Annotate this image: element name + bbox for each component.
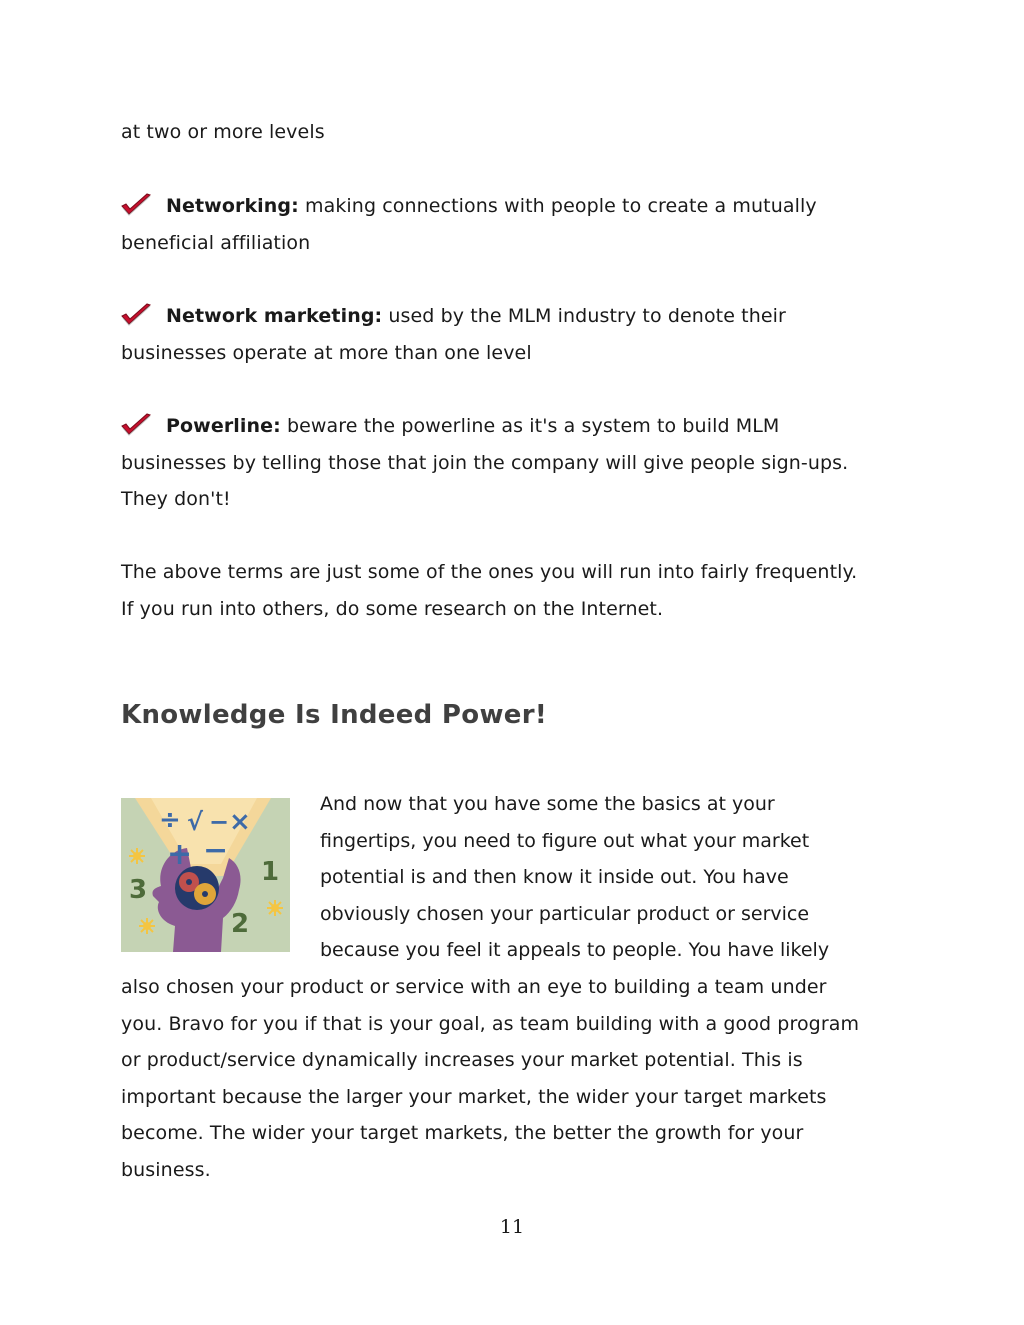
text-line: also chosen your product or service with an eye to building a team under: [121, 976, 827, 998]
head-with-gears-and-math-symbols-icon: [121, 798, 290, 952]
svg-text:×: ×: [229, 807, 251, 837]
text-line: you. Bravo for you if that is your goal, as team building with a good program: [121, 1012, 860, 1035]
svg-text:3: 3: [129, 875, 148, 905]
svg-text:2: 2: [231, 909, 250, 939]
page-number: 11: [499, 1216, 525, 1238]
text-line: at two or more levels: [121, 121, 325, 143]
term-label: Networking:: [166, 195, 299, 217]
term-item-networking: [121, 188, 921, 261]
checkmark-icon: [119, 412, 153, 438]
term-definition: beware the powerline as it's a system to build MLM: [280, 415, 780, 437]
checkmark-icon: [119, 302, 153, 328]
text-line: business.: [121, 1158, 211, 1181]
text-line: potential is and then know it inside out. You have: [320, 866, 789, 889]
svg-text:÷: ÷: [159, 805, 181, 835]
closing-paragraph: [121, 554, 921, 627]
svg-text:−: −: [203, 833, 229, 868]
checkmark-icon: [119, 192, 153, 218]
svg-text:−: −: [209, 808, 230, 836]
term-item-powerline: [121, 408, 921, 518]
svg-text:+: +: [167, 837, 193, 872]
text-line: important because the larger your market, the wider your target markets: [121, 1085, 827, 1108]
term-definition: used by the MLM industry to denote their: [382, 305, 786, 327]
text-line: If you run into others, do some research on the Internet.: [121, 597, 664, 620]
term-first-line: [121, 408, 921, 445]
text-line: beneficial affiliation: [121, 231, 311, 254]
text-line: The above terms are just some of the ones you will run into fairly frequently.: [121, 561, 858, 583]
text-line: And now that you have some the basics at your: [320, 793, 775, 815]
text-line: They don't!: [121, 488, 231, 511]
text-line: businesses by telling those that join the company will give people sign-ups.: [121, 451, 849, 474]
text-line: because you feel it appeals to people. You have likely: [320, 939, 830, 962]
term-label: Powerline:: [166, 415, 281, 437]
term-definition: making connections with people to create a mutually: [298, 195, 817, 217]
term-label: Network marketing:: [166, 305, 383, 327]
term-first-line: [121, 298, 921, 335]
continuation-paragraph: [121, 969, 921, 1189]
wrapped-paragraph: [320, 786, 920, 969]
svg-text:1: 1: [261, 857, 280, 887]
intro-text: [121, 114, 921, 151]
section-heading: Knowledge Is Indeed Power!: [121, 700, 547, 730]
term-first-line: [121, 188, 921, 225]
svg-text:√: √: [187, 808, 204, 836]
text-line: obviously chosen your particular product or service: [320, 902, 810, 925]
text-line: or product/service dynamically increases your market potential. This is: [121, 1049, 803, 1072]
text-line: fingertips, you need to figure out what your market: [320, 829, 810, 852]
text-line: become. The wider your target markets, the better the growth for your: [121, 1122, 804, 1145]
term-item-network-marketing: [121, 298, 921, 371]
text-line: businesses operate at more than one level: [121, 341, 532, 364]
